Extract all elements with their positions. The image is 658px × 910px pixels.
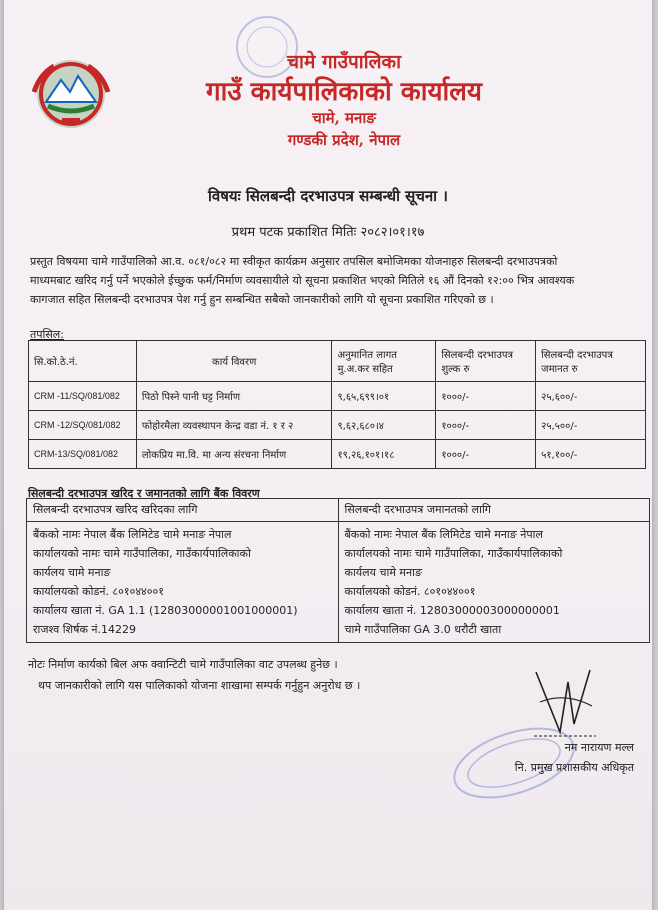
tapsil-label: तपसिल: [30,328,64,341]
nepal-emblem-logo [26,52,116,132]
table-row [29,411,646,440]
publish-date: प्रथम पटक प्रकाशित मितिः २०८२।०१।१७ [231,225,425,240]
bank-line: बैंकको नामः नेपाल बैंक लिमिटेड चामे मनाङ नेपाल [33,528,232,541]
office-location: चामे, मनाङ [312,109,376,127]
header-bid-security: सिलबन्दी दरभाउपत्र जमानत रु [536,341,646,382]
header-estimated-cost: अनुमानित लागत मु.अ.कर सहित [332,341,436,382]
cell-bid-security: ५१,१००/- [536,440,646,469]
bank-line: राजश्व शिर्षक नं.14229 [33,623,137,636]
bank-line: कार्यालय खाता नं. GA 1.1 (12803000001001000001) [33,604,298,617]
header-work-description: कार्य विवरण [136,341,332,382]
cell-bid-security: २५,५००/- [536,411,646,440]
notice-note [28,654,360,696]
bank-purchase-header: सिलबन्दी दरभाउपत्र खरिद खरिदका लागि [27,499,339,522]
bank-body-row [27,522,650,643]
table-header-row [29,341,646,382]
bank-purchase-details [27,522,339,643]
cell-bid-fee: १०००/- [436,411,536,440]
bank-security-details [338,522,650,643]
cell-estimated-cost: १९,२६,१०१।१८ [332,440,436,469]
cell-estimated-cost: ९,६२,६८०।४ [332,411,436,440]
signatory-title: नि. प्रमुख प्रशासकीय अधिकृत [514,761,634,774]
bank-line: कार्यलय चामे मनाङ [344,566,422,579]
cell-contract-no: CRM -12/SQ/081/082 [29,411,137,440]
notice-paper [4,0,652,910]
bank-security-header: सिलबन्दी दरभाउपत्र जमानतको लागि [338,499,650,522]
municipality-name: चामे गाउँपालिका [286,51,402,73]
bank-line: चामे गाउँपालिका GA 3.0 धरौटी खाता [344,623,502,636]
note-line: थप जानकारीको लागि यस पालिकाको योजना शाखामा सम्पर्क गर्नुहुन अनुरोध छ । [38,679,361,692]
table-row [29,440,646,469]
bank-line: कार्यालयको कोडनं. ८०१०४४००१ [33,585,164,598]
province-name: गण्डकी प्रदेश, नेपाल [287,131,401,149]
header-bid-fee: सिलबन्दी दरभाउपत्र शुल्क रु [436,341,536,382]
bank-line: बैंकको नामः नेपाल बैंक लिमिटेड चामे मनाङ नेपाल [344,528,543,541]
notice-paragraph: प्रस्तुत विषयमा चामे गाउँपालिको आ.व. ०८१/०८२ मा स्वीकृत कार्यक्रम अनुसार तपसिल बमोजिमका योजनाहरु सिलबन्दी दरभाउपत्रको माध्यमबाट खरिद गर्नु पर्ने भएकोले ईच्छुक फर्म/निर्माण व्यवसायीले यो सूचना प्रकाशित भएको मितिले १६ औं दिनको १२:०० भित्र आवश्यक कागजात सहित सिलबन्दी दरभाउपत्र पेश गर्नु हुन सम्बन्धित सबैको जानकारीको लागि यो सूचना प्रकाशित गरिएको छ । [30,255,575,306]
office-name: गाउँ कार्यपालिकाको कार्यालय [206,77,482,107]
cell-work-description: लोकप्रिय मा.वि. मा अन्य संरचना निर्माण [136,440,332,469]
table-row [29,382,646,411]
cell-work-description: फोहोरमैला व्यवस्थापन केन्द्र वडा नं. १ र २ [136,411,332,440]
tender-table [28,340,646,469]
cell-bid-fee: १०००/- [436,382,536,411]
cell-estimated-cost: ९,६५,६९९।०१ [332,382,436,411]
note-line: नोटः निर्माण कार्यको बिल अफ क्वान्टिटी चामे गाउँपालिका वाट उपलब्ध हुनेछ । [28,658,338,671]
cell-work-description: पिठो पिस्ने पानी घट्ट निर्माण [136,382,332,411]
cell-contract-no: CRM-13/SQ/081/082 [29,440,137,469]
bank-line: कार्यालयको नामः चामे गाउँपालिका, गाउँकार्यपालिकाको [344,547,563,560]
signatory-name: नम नारायण मल्ल [564,741,634,754]
bank-header-row [27,499,650,522]
bank-line: कार्यालयको नामः चामे गाउँपालिका, गाउँकार्यपालिकाको [33,547,251,560]
signatory-block [474,738,634,778]
cell-bid-security: २५,६००/- [536,382,646,411]
bank-line: कार्यालय खाता नं. 12803000003000000001 [344,604,560,617]
bank-line: कार्यलय चामे मनाङ [33,566,111,579]
signature [530,662,600,742]
bank-line: कार्यालयको कोडनं. ८०१०४४००१ [344,585,476,598]
bank-details-table [26,498,650,643]
cell-contract-no: CRM -11/SQ/081/082 [29,382,137,411]
bank-details-title: सिलबन्दी दरभाउपत्र खरिद र जमानतको लागि बैंक विवरण [28,487,260,500]
notice-subject: विषयः सिलबन्दी दरभाउपत्र सम्बन्धी सूचना । [208,187,448,205]
header-contract-no: सि.को.ठे.नं. [29,341,137,382]
cell-bid-fee: १०००/- [436,440,536,469]
